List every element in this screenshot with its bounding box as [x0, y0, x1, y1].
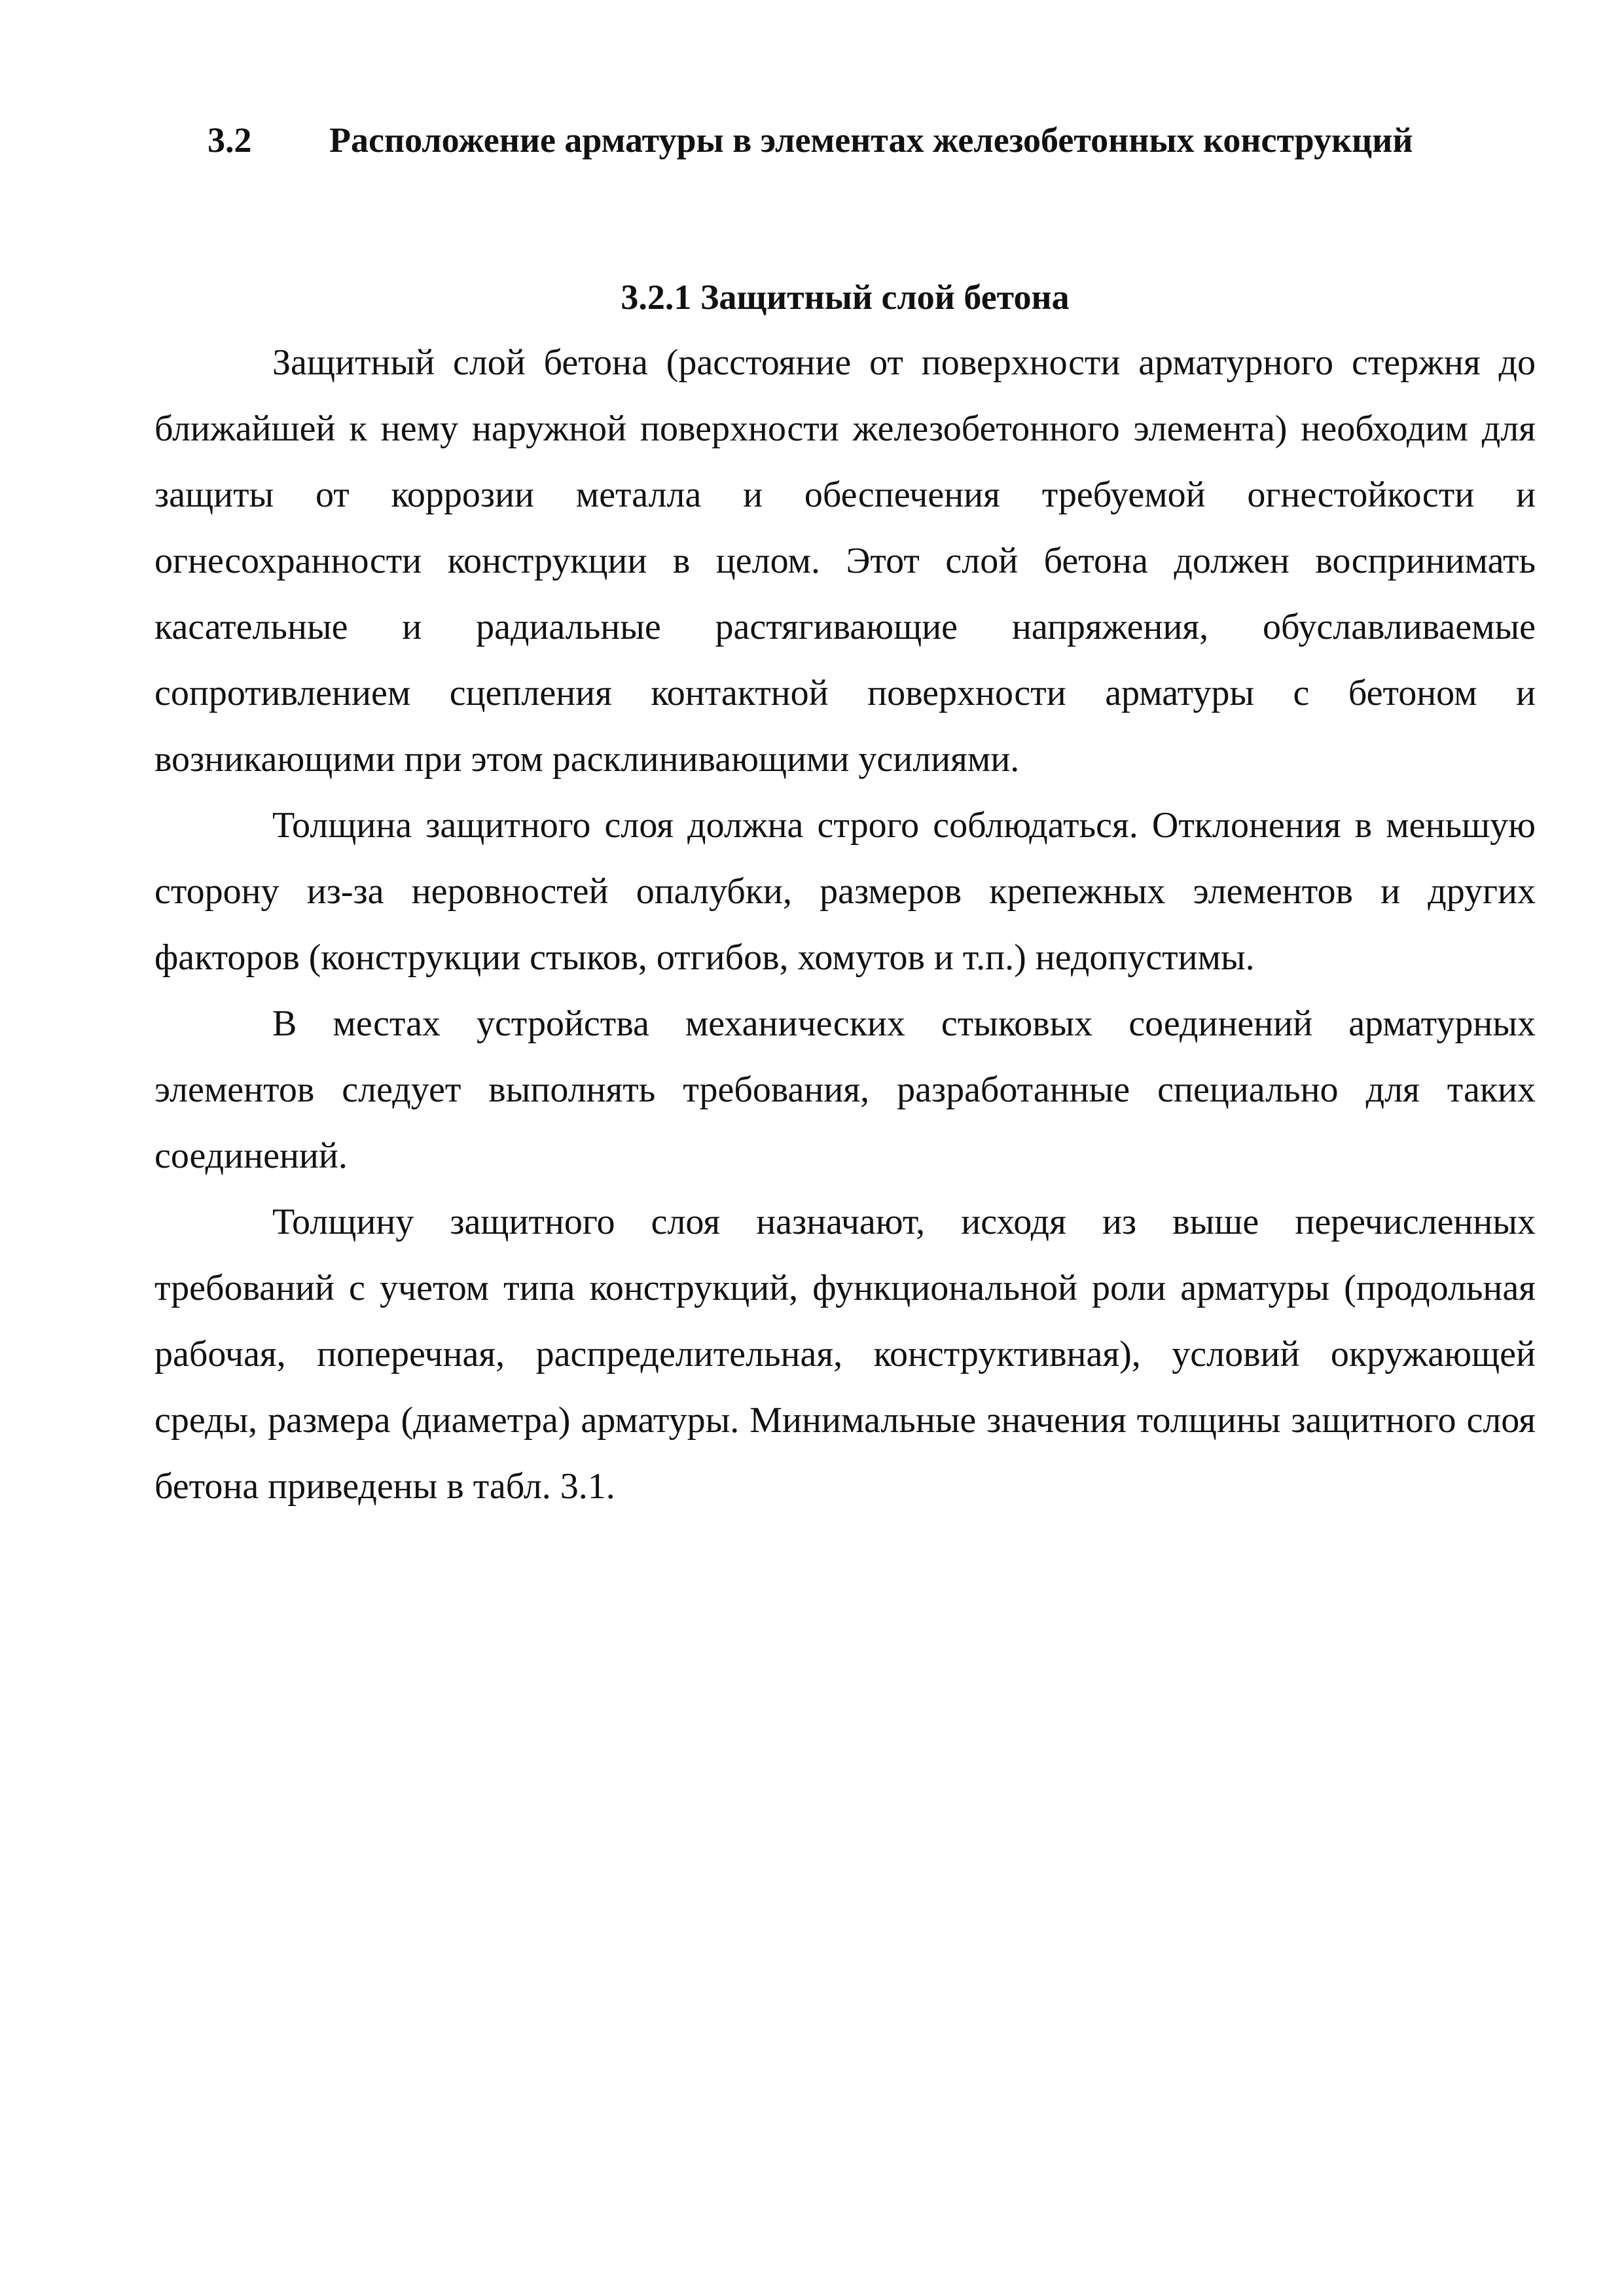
paragraph: Защитный слой бетона (расстояние от поверхности арматурного стержня до ближайшей к нему наружной поверхности железобетонного элемента) необходим для защиты от коррозии металла и обеспечения требуемой огнестойкости и огнесохранности конструкции в целом. Этот слой бетона должен воспринимать касательные и радиальные растягивающие напряжения, обуславливаемые сопротивлением сцепления контактной поверхности арматуры с бетоном и возникающими при этом расклинивающими усилиями. — [154, 342, 1536, 780]
section-number: 3.2 — [208, 120, 252, 160]
section-heading — [208, 115, 1413, 165]
body-text — [154, 330, 1536, 1520]
section-title: Расположение арматуры в элементах железобетонных конструкций — [329, 120, 1413, 160]
paragraph: Толщина защитного слоя должна строго соблюдаться. Отклонения в меньшую сторону из-за неровностей опалубки, размеров крепежных элементов и других факторов (конструкции стыков, отгибов, хомутов и т.п.) недопустимы. — [154, 805, 1536, 978]
paragraph: Толщину защитного слоя назначают, исходя из выше перечисленных требований с учетом типа конструкций, функциональной роли арматуры (продольная рабочая, поперечная, распределительная, конструктивная), условий окружающей среды, размера (диаметра) арматуры. Минимальные значения толщины защитного слоя бетона приведены в табл. 3.1. — [154, 1202, 1536, 1507]
subsection-heading: 3.2.1 Защитный слой бетона — [621, 278, 1070, 317]
paragraph: В местах устройства механических стыковых соединений арматурных элементов следует выполнять требования, разработанные специально для таких соединений. — [154, 1003, 1536, 1176]
